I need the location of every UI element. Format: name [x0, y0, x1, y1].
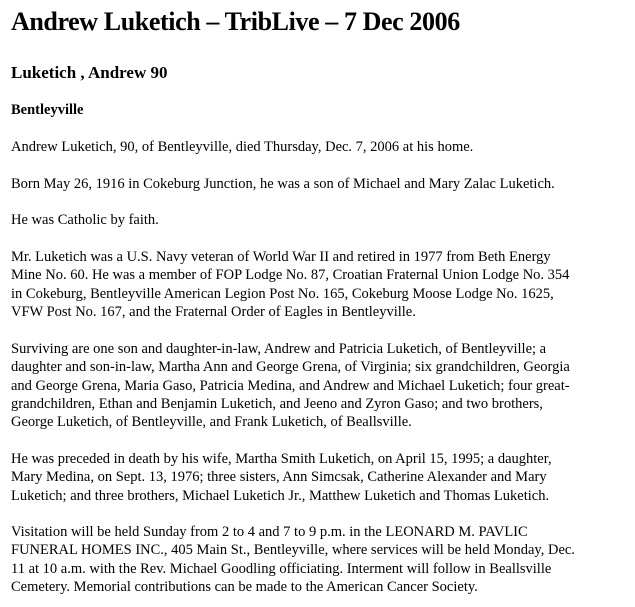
paragraph-survivors: [11, 340, 570, 431]
paragraph-visitation: [11, 523, 575, 596]
text-line: daughter and son-in-law, Martha Ann and George Grena, of Virginia; six grandchildren, Georgia: [11, 359, 570, 376]
text-line: grandchildren, Ethan and Benjamin Luketich, and Jeeno and Zyron Gaso; and two brothers,: [11, 395, 543, 412]
text-line: Born May 26, 1916 in Cokeburg Junction, he was a son of Michael and Mary Zalac Luketich.: [11, 176, 555, 192]
paragraph-service-memberships: [11, 248, 569, 321]
text-line: Visitation will be held Sunday from 2 to 4 and 7 to 9 p.m. in the LEONARD M. PAVLIC: [11, 524, 528, 540]
text-line: Mine No. 60. He was a member of FOP Lodge No. 87, Croatian Fraternal Union Lodge No. 354: [11, 267, 570, 284]
text-line: George Luketich, of Bentleyville, and Frank Luketich, of Beallsville.: [11, 414, 412, 431]
location-heading: Bentleyville: [11, 102, 84, 118]
text-line: He was Catholic by faith.: [11, 212, 159, 228]
text-line: Luketich; and three brothers, Michael Luketich Jr., Matthew Luketich and Thomas Luketich.: [11, 487, 550, 504]
text-line: and George Grena, Maria Gaso, Patricia Medina, and Andrew and Michael Luketich; four great-: [11, 377, 570, 394]
page-title: Andrew Luketich – TribLive – 7 Dec 2006: [11, 7, 460, 36]
text-line: Surviving are one son and daughter-in-law, Andrew and Patricia Luketich, of Bentleyville; a: [11, 341, 547, 357]
obituary-name-heading: Luketich , Andrew 90: [11, 63, 168, 82]
text-line: Andrew Luketich, 90, of Bentleyville, died Thursday, Dec. 7, 2006 at his home.: [11, 139, 474, 155]
text-line: He was preceded in death by his wife, Martha Smith Luketich, on April 15, 1995; a daughter,: [11, 451, 552, 467]
text-line: FUNERAL HOMES INC., 405 Main St., Bentleyville, where services will be held Monday, Dec.: [11, 542, 575, 559]
text-line: 11 at 10 a.m. with the Rev. Michael Goodling officiating. Interment will follow in Beallsville: [11, 560, 552, 577]
text-line: in Cokeburg, Bentleyville American Legion Post No. 165, Cokeburg Moose Lodge No. 1625,: [11, 285, 554, 302]
paragraph-faith: [11, 211, 159, 229]
paragraph-birth: [11, 175, 555, 193]
text-line: Mary Medina, on Sept. 13, 1976; three sisters, Ann Simcsak, Catherine Alexander and Mary: [11, 469, 547, 486]
paragraph-preceded-in-death: [11, 450, 552, 505]
text-line: Mr. Luketich was a U.S. Navy veteran of World War II and retired in 1977 from Beth Energy: [11, 249, 551, 265]
paragraph-death-notice: [11, 138, 473, 156]
text-line: Cemetery. Memorial contributions can be made to the American Cancer Society.: [11, 578, 478, 595]
text-line: VFW Post No. 167, and the Fraternal Order of Eagles in Bentleyville.: [11, 303, 416, 320]
